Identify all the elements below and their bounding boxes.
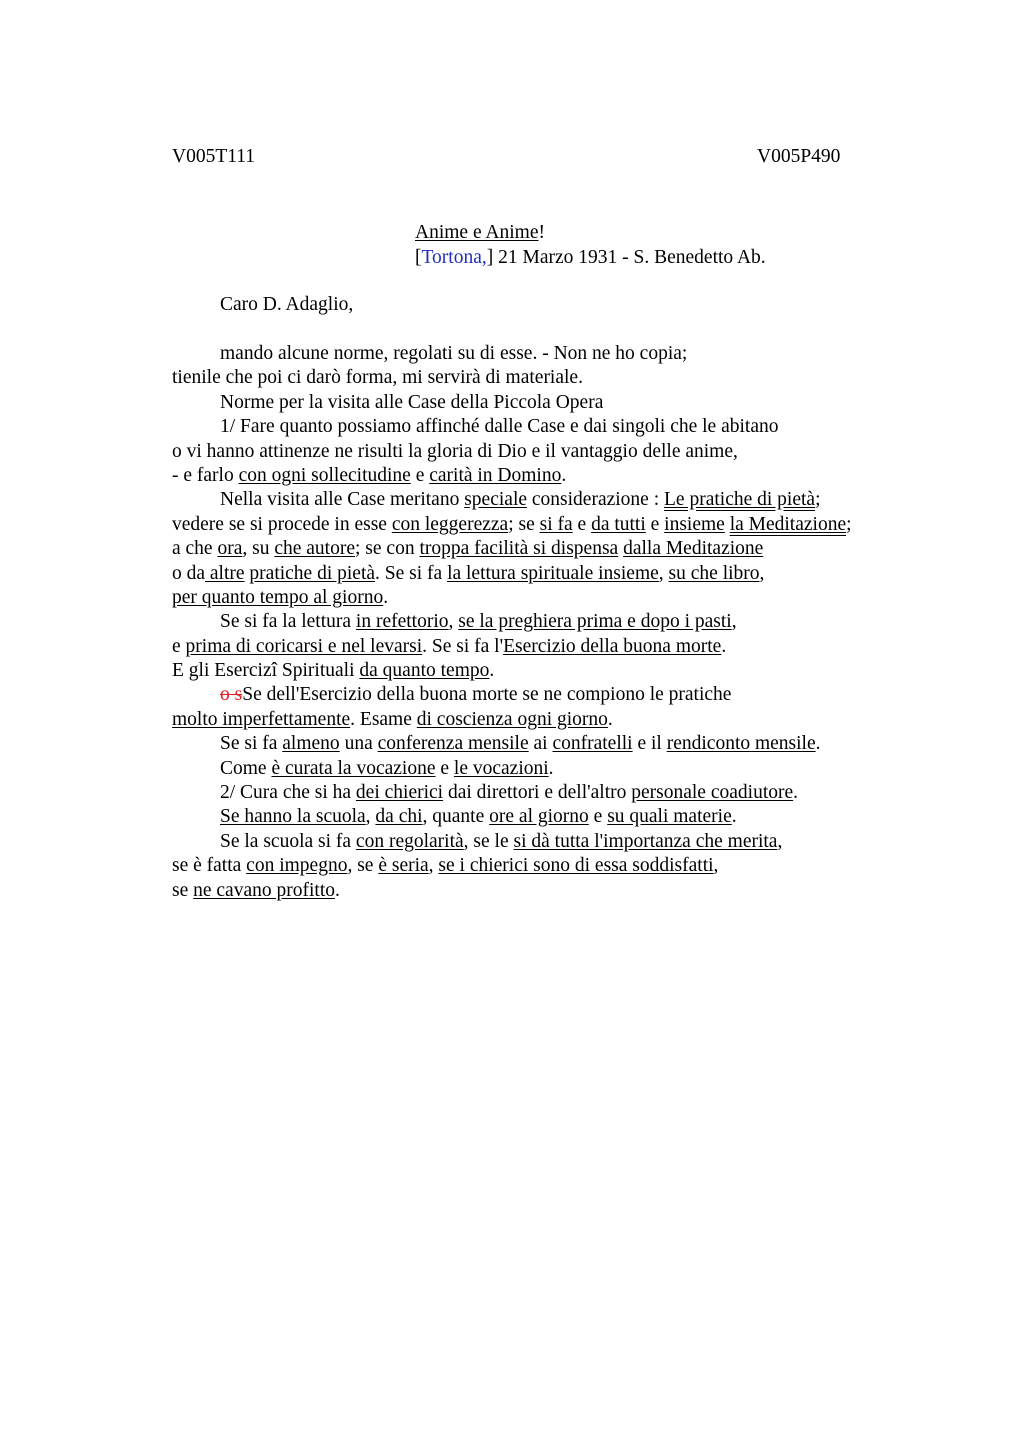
- text-segment: , se le: [463, 830, 514, 852]
- text-segment: . Se si fa l': [422, 635, 504, 657]
- place-date-line: [415, 246, 766, 271]
- text-segment: Se si fa la lettura: [220, 611, 356, 633]
- underlined-text: da quanto tempo: [359, 660, 490, 682]
- text-segment: e: [645, 513, 665, 535]
- text-segment: .: [548, 757, 554, 779]
- text-segment: ;: [815, 489, 821, 511]
- bracket-open: [: [415, 246, 422, 268]
- underlined-text: da tutti: [591, 513, 646, 535]
- title-text: Anime e Anime: [415, 222, 539, 243]
- text-segment: mando alcune norme, regolati su di esse. - Non ne ho copia;: [220, 343, 688, 364]
- underlined-text: si fa: [539, 513, 573, 535]
- underlined-text: pratiche di pietà: [249, 562, 376, 584]
- right-reference-code: V005P490: [757, 146, 841, 167]
- underlined-text: su che libro: [668, 562, 760, 584]
- text-segment: ,: [759, 562, 765, 584]
- text-segment: ,: [365, 806, 376, 828]
- text-segment: a che: [172, 538, 218, 560]
- text-segment: e: [588, 806, 608, 828]
- underlined-text: su quali materie: [607, 806, 732, 828]
- text-segment: Se dell'Esercizio della buona morte se ne compiono le pratiche: [242, 684, 732, 706]
- text-segment: se: [172, 879, 194, 901]
- text-line: [172, 732, 932, 756]
- text-segment: vedere se si procede in esse: [172, 513, 392, 535]
- text-segment: se è fatta: [172, 855, 247, 877]
- underlined-text: con impegno: [246, 855, 348, 877]
- text-segment: e: [172, 635, 186, 657]
- text-segment: .: [607, 708, 613, 730]
- underlined-text: almeno: [282, 733, 340, 755]
- underlined-text: ora: [217, 538, 243, 560]
- text-line: [172, 488, 932, 512]
- text-segment: .: [815, 733, 821, 755]
- text-line: [172, 342, 932, 366]
- text-segment: e: [435, 757, 454, 779]
- text-segment: ,: [448, 611, 459, 633]
- text-segment: ,: [731, 611, 737, 633]
- text-line: [172, 659, 932, 683]
- text-segment: ;: [846, 513, 852, 535]
- underlined-text: è curata la vocazione: [271, 757, 436, 779]
- text-line: [172, 830, 932, 854]
- title-block: [415, 221, 766, 270]
- underlined-text: ne cavano profitto: [193, 879, 335, 901]
- text-segment: Se la scuola si fa: [220, 830, 356, 852]
- date-text: ] 21 Marzo 1931 - S. Benedetto Ab.: [486, 246, 766, 268]
- text-line: [172, 415, 932, 439]
- text-segment: , se: [347, 855, 379, 877]
- text-segment: ,: [777, 830, 783, 852]
- underlined-text: si dà tutta l'importanza che merita: [513, 830, 778, 852]
- underlined-text: prima di coricarsi e nel levarsi: [185, 635, 423, 657]
- underlined-text: carità in Domino: [429, 464, 562, 486]
- place-name: Tortona,: [421, 246, 487, 268]
- text-segment: .: [335, 879, 340, 901]
- text-line: [172, 708, 932, 732]
- underlined-text: con ogni sollecitudine: [238, 464, 411, 486]
- underlined-text: molto imperfettamente: [172, 708, 351, 730]
- salutation: Caro D. Adaglio,: [220, 294, 354, 315]
- text-line: [172, 513, 932, 537]
- underlined-text: la Meditazione: [729, 513, 847, 535]
- text-segment: ; se con: [355, 538, 420, 560]
- text-segment: tienile che poi ci darò forma, mi servirà di materiale.: [172, 367, 583, 389]
- text-line: [172, 805, 932, 829]
- underlined-text: conferenza mensile: [377, 733, 529, 755]
- text-segment: ,: [658, 562, 669, 584]
- text-segment: - e farlo: [172, 464, 239, 486]
- title-exclamation: !: [538, 222, 545, 243]
- text-segment: E gli Esercizi: [172, 660, 278, 682]
- underlined-text: ore al giorno: [489, 806, 589, 828]
- underlined-text: con leggerezza: [391, 513, 509, 535]
- underlined-text: che autore: [274, 538, 356, 560]
- underlined-text: la lettura spirituale insieme: [447, 562, 659, 584]
- text-segment: , quante: [422, 806, 490, 828]
- text-line: [172, 683, 932, 707]
- deleted-text: o s: [220, 684, 243, 706]
- text-line: [172, 537, 932, 561]
- text-line: [172, 635, 932, 659]
- underlined-text: dei chierici: [355, 782, 444, 804]
- underlined-text: Esercizio della buona morte: [503, 635, 722, 657]
- underlined-text: è seria: [378, 855, 429, 877]
- text-segment: Come: [220, 757, 272, 779]
- underlined-text: altre: [205, 562, 245, 584]
- text-segment: considerazione :: [527, 489, 665, 511]
- underlined-text: le vocazioni: [453, 757, 549, 779]
- underlined-text: se la preghiera prima e dopo i pasti: [458, 611, 732, 633]
- underlined-text: per quanto tempo al giorno: [172, 586, 384, 608]
- text-segment: Spirituali: [277, 660, 360, 682]
- underlined-text: personale coadiutore: [631, 782, 794, 804]
- text-segment: .: [561, 464, 567, 486]
- text-segment: .: [731, 806, 737, 828]
- underlined-text: speciale: [464, 489, 528, 511]
- text-line: [172, 781, 932, 805]
- text-line: [172, 757, 932, 781]
- text-segment: .: [793, 782, 799, 804]
- text-line: [172, 366, 932, 390]
- text-segment: 2/ Cura che si ha: [220, 782, 356, 804]
- underlined-text: di coscienza ogni giorno: [416, 708, 608, 730]
- text-segment: dai direttori e dell'altro: [443, 782, 632, 804]
- underlined-text: confratelli: [552, 733, 633, 755]
- text-segment: Se si fa: [220, 733, 283, 755]
- text-segment: .: [489, 660, 495, 682]
- underlined-text: insieme: [664, 513, 725, 535]
- text-segment: .: [721, 635, 727, 657]
- text-segment: una: [339, 733, 378, 755]
- text-line: [172, 879, 932, 903]
- underlined-text: rendiconto mensile: [666, 733, 816, 755]
- underlined-text: troppa facilità si dispensa: [419, 538, 619, 560]
- text-line: [172, 391, 932, 415]
- text-line: [172, 562, 932, 586]
- letter-body: [172, 342, 932, 903]
- underlined-text: dalla Meditazione: [623, 538, 764, 560]
- text-segment: e: [572, 513, 592, 535]
- text-line: [172, 610, 932, 634]
- text-segment: ; se: [508, 513, 540, 535]
- left-reference-code: V005T111: [172, 146, 256, 167]
- underlined-text: con regolarità: [355, 830, 464, 852]
- underlined-text: Le pratiche di pietà: [664, 489, 816, 511]
- text-segment: .: [383, 586, 389, 608]
- text-segment: o vi hanno attinenze ne risulti la gloria di Dio e il vantaggio delle anime,: [172, 440, 738, 462]
- text-segment: . Se si fa: [375, 562, 448, 584]
- text-segment: , su: [242, 538, 275, 560]
- underlined-text: Se hanno la scuola: [220, 806, 366, 828]
- text-line: [172, 586, 932, 610]
- underlined-text: in refettorio: [355, 611, 449, 633]
- text-segment: 1/ Fare quanto possiamo affinché dalle Case e dai singoli che le abitano: [220, 416, 779, 438]
- text-line: [172, 464, 932, 488]
- text-line: [172, 854, 932, 878]
- text-segment: ai: [528, 733, 553, 755]
- text-segment: e il: [632, 733, 667, 755]
- text-segment: o da: [172, 562, 206, 584]
- text-segment: e: [410, 464, 430, 486]
- text-segment: Norme per la visita alle Case della Piccola Opera: [220, 391, 604, 413]
- text-segment: ,: [713, 855, 719, 877]
- text-line: [172, 440, 932, 464]
- text-segment: Nella visita alle Case meritano: [220, 489, 465, 511]
- underlined-text: se i chierici sono di essa soddisfatti: [438, 855, 714, 877]
- underlined-text: da chi: [375, 806, 423, 828]
- letter-title: [415, 221, 766, 246]
- text-segment: ,: [428, 855, 439, 877]
- text-segment: . Esame: [350, 708, 417, 730]
